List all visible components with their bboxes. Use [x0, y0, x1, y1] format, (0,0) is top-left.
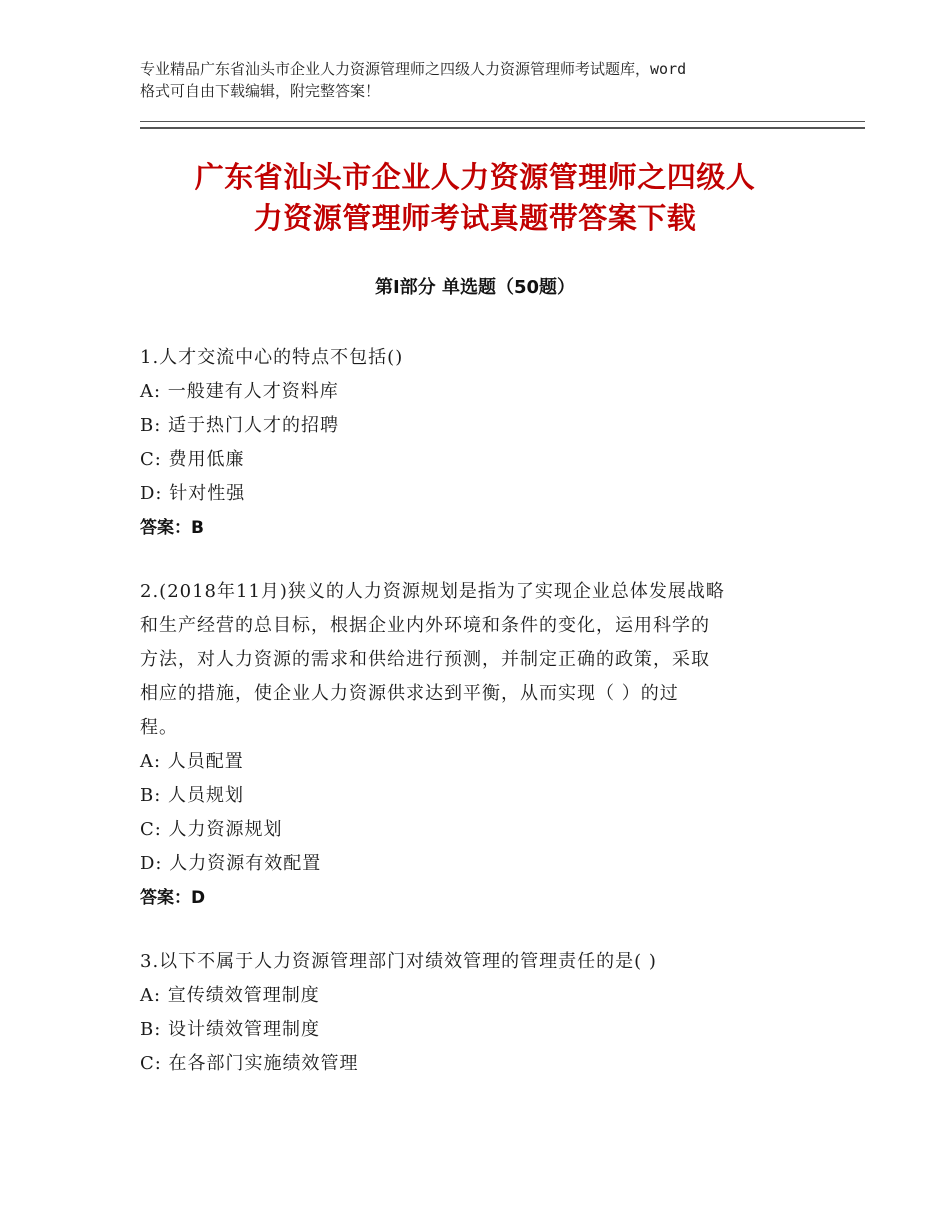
- question-stem-line: 相应的措施，使企业人力资源供求达到平衡，从而实现（ ）的过: [140, 683, 679, 704]
- document-title-line-1: 广东省汕头市企业人力资源管理师之四级人: [194, 160, 756, 194]
- question-option: B: 人员规划: [140, 785, 245, 806]
- question-list: [140, 341, 820, 1111]
- question-option: C: 在各部门实施绩效管理: [140, 1053, 359, 1074]
- header-note-line-1: 专业精品广东省汕头市企业人力资源管理师之四级人力资源管理师考试题库，word: [140, 60, 687, 78]
- question-stem-line: 和生产经营的总目标，根据企业内外环境和条件的变化，运用科学的: [140, 615, 710, 636]
- question-2: [140, 575, 820, 915]
- question-option: A: 人员配置: [140, 751, 244, 772]
- question-answer: 答案：D: [140, 888, 206, 908]
- document-title-line-2: 力资源管理师考试真题带答案下载: [253, 201, 697, 235]
- question-option: D: 针对性强: [140, 483, 246, 504]
- header-divider: [140, 121, 865, 129]
- question-stem-line: 程。: [140, 717, 178, 738]
- document-title: [120, 157, 830, 239]
- question-stem-line: 3.以下不属于人力资源管理部门对绩效管理的管理责任的是( ): [140, 951, 657, 972]
- question-option: C: 人力资源规划: [140, 819, 283, 840]
- question-option: B: 设计绩效管理制度: [140, 1019, 321, 1040]
- question-stem-line: 1.人才交流中心的特点不包括(): [140, 347, 404, 368]
- section-title: 第Ⅰ部分 单选题（50题）: [374, 277, 575, 298]
- question-option: D: 人力资源有效配置: [140, 853, 322, 874]
- question-stem-line: 2.(2018年11月)狭义的人力资源规划是指为了实现企业总体发展战略: [140, 581, 725, 602]
- question-1: [140, 341, 820, 545]
- question-stem-line: 方法，对人力资源的需求和供给进行预测，并制定正确的政策，采取: [140, 649, 710, 670]
- header-note-line-2: 格式可自由下载编辑，附完整答案！: [140, 82, 381, 100]
- question-option: A: 一般建有人才资料库: [140, 381, 339, 402]
- question-option: B: 适于热门人才的招聘: [140, 415, 340, 436]
- header-note: [140, 58, 830, 102]
- question-3: [140, 945, 820, 1081]
- question-option: A: 宣传绩效管理制度: [140, 985, 320, 1006]
- question-answer: 答案：B: [140, 518, 204, 538]
- question-option: C: 费用低廉: [140, 449, 245, 470]
